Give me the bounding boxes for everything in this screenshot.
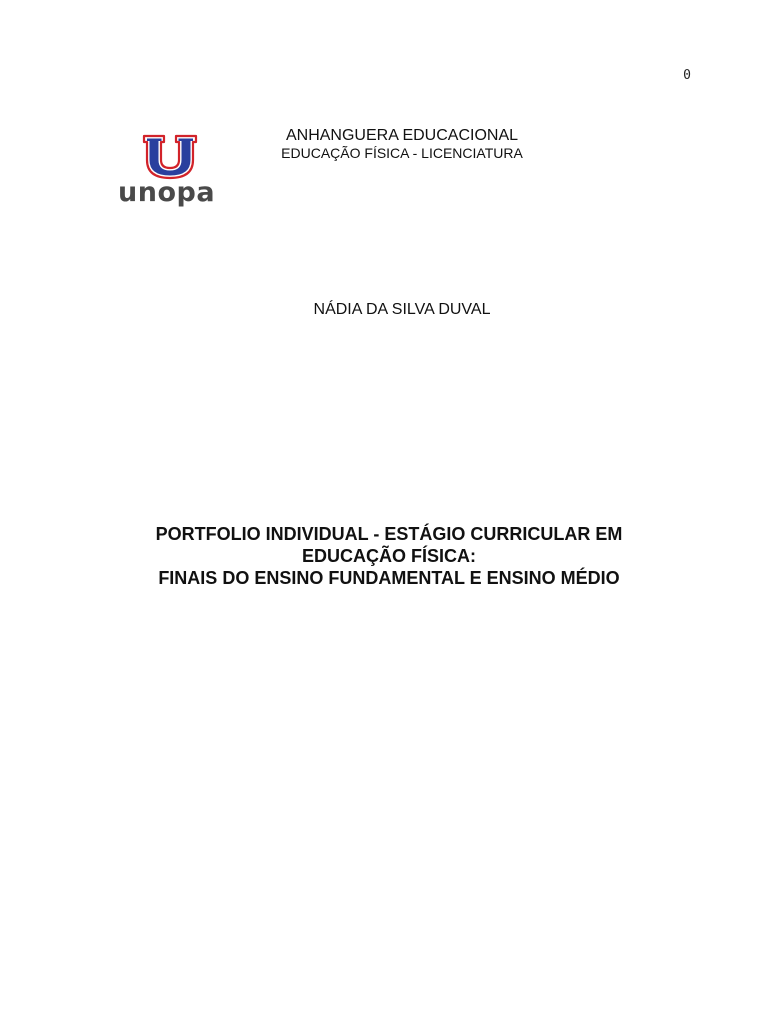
- title-line-3: FINAIS DO ENSINO FUNDAMENTAL E ENSINO MÉDIO: [158, 568, 620, 588]
- institution-name: ANHANGUERA EDUCACIONAL: [285, 127, 519, 144]
- title-line-2: EDUCAÇÃO FÍSICA:: [302, 546, 476, 566]
- logo-wordmark: unopa: [118, 177, 216, 208]
- institution-block: [180, 126, 624, 162]
- document-title: [84, 523, 694, 589]
- page-number: 0: [683, 68, 691, 83]
- author-name: NÁDIA DA SILVA DUVAL: [313, 301, 491, 318]
- title-line-1: PORTFOLIO INDIVIDUAL - ESTÁGIO CURRICULAR EM: [155, 524, 623, 544]
- course-name: EDUCAÇÃO FÍSICA - LICENCIATURA: [281, 145, 523, 161]
